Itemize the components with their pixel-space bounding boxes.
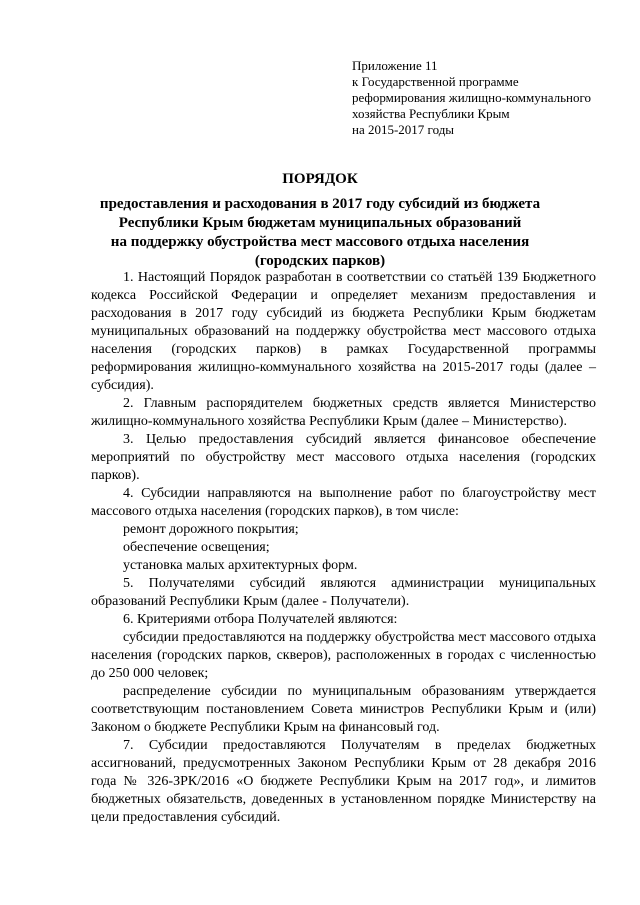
paragraph: распределение субсидии по муниципальным образованиям утверждается соответствующим постановлением Совета министров Республики Крым и (или) Законом о бюджете Республики Крым на финансовый год. xyxy=(91,684,596,735)
annex-line: реформирования жилищно-коммунального xyxy=(352,90,591,105)
annex-line: на 2015-2017 годы xyxy=(352,122,455,137)
document-body xyxy=(91,269,596,827)
title-line: предоставления и расходования в 2017 году субсидий из бюджета xyxy=(99,196,541,212)
title-line: (городских парков) xyxy=(254,253,386,269)
list-item: обеспечение освещения; xyxy=(123,540,270,555)
title-line: Республики Крым бюджетам муниципальных образований xyxy=(118,215,522,231)
paragraph: 2. Главным распорядителем бюджетных средств является Министерство жилищно-коммунального хозяйства Республики Крым (далее – Министерство). xyxy=(91,396,596,429)
document-title xyxy=(80,170,560,271)
annex-line: к Государственной программе xyxy=(352,74,519,89)
paragraph: 3. Целью предоставления субсидий является финансовое обеспечение мероприятий по обустройству мест массового отдыха населения (городских парков). xyxy=(91,432,596,483)
paragraph: 5. Получателями субсидий являются администрации муниципальных образований Республики Крым (далее - Получатели). xyxy=(91,576,596,609)
title-line: на поддержку обустройства мест массового отдыха населения xyxy=(110,234,530,250)
title-line: ПОРЯДОК xyxy=(282,171,358,187)
annex-line: Приложение 11 xyxy=(352,58,438,73)
annex-header xyxy=(352,58,612,138)
paragraph: субсидии предоставляются на поддержку обустройства мест массового отдыха населения (городских парков, скверов), расположенных в городах с численностью до 250 000 человек; xyxy=(91,630,596,681)
annex-line: хозяйства Республики Крым xyxy=(352,106,510,121)
list-item: установка малых архитектурных форм. xyxy=(123,558,358,573)
list-item: ремонт дорожного покрытия; xyxy=(123,522,299,537)
paragraph: 7. Субсидии предоставляются Получателям в пределах бюджетных ассигнований, предусмотренных Законом Республики Крым от 28 декабря 2016 года № 326-ЗРК/2016 «О бюджете Республики Крым на 2017 год», и лимитов бюджетных обязательств, доведенных в установленном порядке Министерству на цели предоставления субсидий. xyxy=(91,738,596,825)
paragraph: 4. Субсидии направляются на выполнение работ по благоустройству мест массового отдыха населения (городских парков), в том числе: xyxy=(91,486,596,519)
paragraph: 1. Настоящий Порядок разработан в соответствии со статьёй 139 Бюджетного кодекса Российской Федерации и определяет механизм предоставления и расходования в 2017 году субсидий из бюджета Республики Крым бюджетам муниципальных образований на поддержку обустройства мест массового отдыха населения (городских парков) в рамках Государственной программы реформирования жилищно-коммунального хозяйства на 2015-2017 годы (далее – субсидия). xyxy=(91,270,596,393)
paragraph: 6. Критериями отбора Получателей являются: xyxy=(123,612,398,627)
